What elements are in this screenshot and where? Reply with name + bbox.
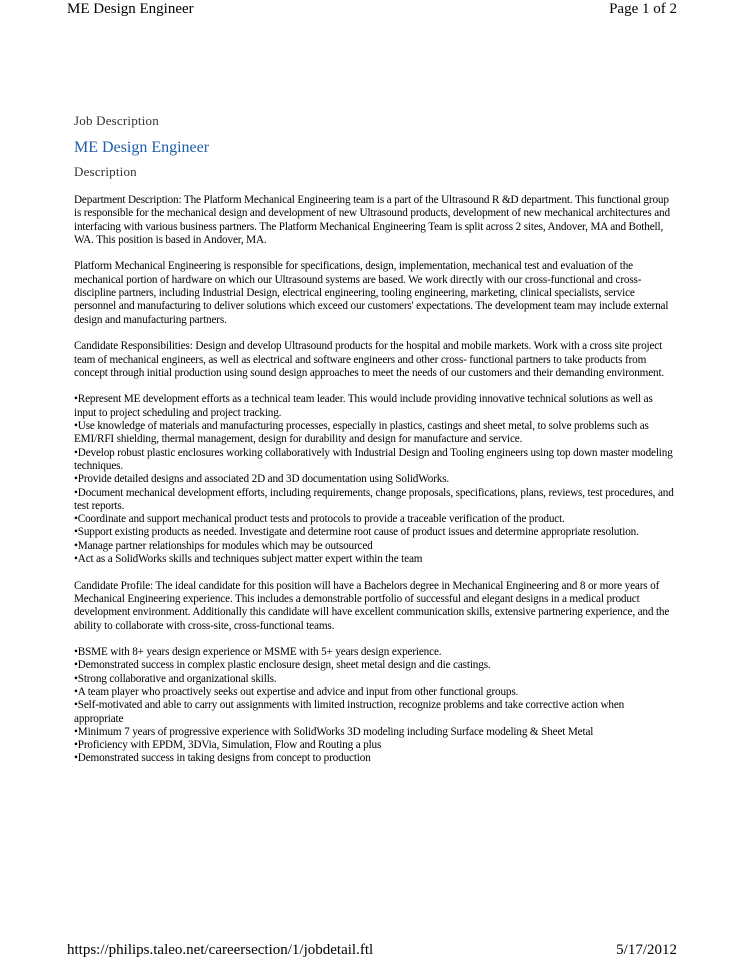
list-item: •Minimum 7 years of progressive experience with SolidWorks 3D modeling including Surface modeling & Sheet Metal	[74, 725, 594, 738]
job-description-label: Job Description	[74, 113, 159, 128]
description-body	[74, 194, 674, 766]
list-item: •Demonstrated success in complex plastic enclosure design, sheet metal design and die castings.	[74, 659, 491, 672]
list-item: •Strong collaborative and organizational skills.	[74, 672, 277, 685]
list-item: •Support existing products as needed. Investigate and determine root cause of product issues and determine appropriate resolution.	[74, 526, 639, 539]
list-item: •Develop robust plastic enclosures working collaboratively with Industrial Design and Tooling engineers using top down master modeling techniques.	[74, 446, 673, 472]
list-item: •Coordinate and support mechanical product tests and protocols to provide a traceable verification of the product.	[74, 513, 565, 526]
list-item: •Document mechanical development efforts, including requirements, change proposals, specifications, plans, reviews, test procedures, and test reports.	[74, 486, 674, 512]
department-description: Department Description: The Platform Mechanical Engineering team is a part of the Ultrasound R &D department. This functional group is responsible for the mechanical design and development of new Ultrasound products, development of new mechanical architectures and interfacing with various business partners. The Platform Mechanical Engineering Team is split across 2 sites, Andover, MA and Bothell, WA. This position is based in Andover, MA.	[74, 194, 670, 246]
list-item: •A team player who proactively seeks out expertise and advice and input from other functional groups.	[74, 685, 519, 698]
print-header-page-number: Page 1 of 2	[609, 1, 677, 17]
job-detail-document	[74, 110, 674, 766]
platform-paragraph: Platform Mechanical Engineering is responsible for specifications, design, implementation, mechanical test and evaluation of the mechanical portion of hardware on which our Ultrasound systems are based. We work directly with our cross-functional and cross-discipline partners, including Industrial Design, electrical engineering, tooling engineering, marketing, clinical specialists, service personnel and manufacturing to deliver solutions which exceed our customers' expectations. The development team may include external design and manufacturing partners.	[74, 260, 669, 326]
print-header-title: ME Design Engineer	[67, 1, 194, 17]
candidate-profile-intro: Candidate Profile: The ideal candidate for this position will have a Bachelors degree in Mechanical Engineering and 8 or more years of Mechanical Engineering experience. This includes a demonstrable portfolio of successful and elegant designs in a medical product development environment. Additionally this candidate will have excellent communication skills, extensive partnering experience, and the ability to collaborate with cross-site, cross-functional teams.	[74, 579, 670, 632]
list-item: •Provide detailed designs and associated 2D and 3D documentation using SolidWorks.	[74, 473, 450, 486]
print-footer-url: https://philips.taleo.net/careersection/1/jobdetail.ftl	[67, 942, 374, 958]
list-item: •Manage partner relationships for modules which may be outsourced	[74, 539, 373, 552]
responsibilities-intro: Candidate Responsibilities: Design and develop Ultrasound products for the hospital and mobile markets. Work with a cross site project team of mechanical engineers, as well as electrical and software engineers and other cross- functional partners to take products from concept through initial production using sound design approaches to meet the needs of our customers and their demanding environment.	[74, 340, 665, 379]
list-item: •Proficiency with EPDM, 3DVia, Simulation, Flow and Routing a plus	[74, 739, 382, 752]
responsibilities-list	[74, 393, 674, 566]
list-item: •Act as a SolidWorks skills and techniques subject matter expert within the team	[74, 553, 423, 566]
list-item: •Represent ME development efforts as a technical team leader. This would include providing innovative technical solutions as well as input to project scheduling and project tracking.	[74, 393, 653, 419]
job-title: ME Design Engineer	[74, 139, 210, 156]
list-item: •Demonstrated success in taking designs from concept to production	[74, 752, 371, 765]
list-item: •Use knowledge of materials and manufacturing processes, especially in plastics, castings and sheet metal, to solve problems such as EMI/RFI shielding, thermal management, design for durability and design for manufacture and service.	[74, 420, 649, 446]
list-item: •Self-motivated and able to carry out assignments with limited instruction, recognize problems and take corrective action when appropriate	[74, 699, 625, 725]
profile-requirements-list	[74, 646, 674, 766]
print-footer-date: 5/17/2012	[616, 942, 677, 958]
list-item: •BSME with 8+ years design experience or MSME with 5+ years design experience.	[74, 646, 442, 659]
description-label: Description	[74, 164, 137, 179]
